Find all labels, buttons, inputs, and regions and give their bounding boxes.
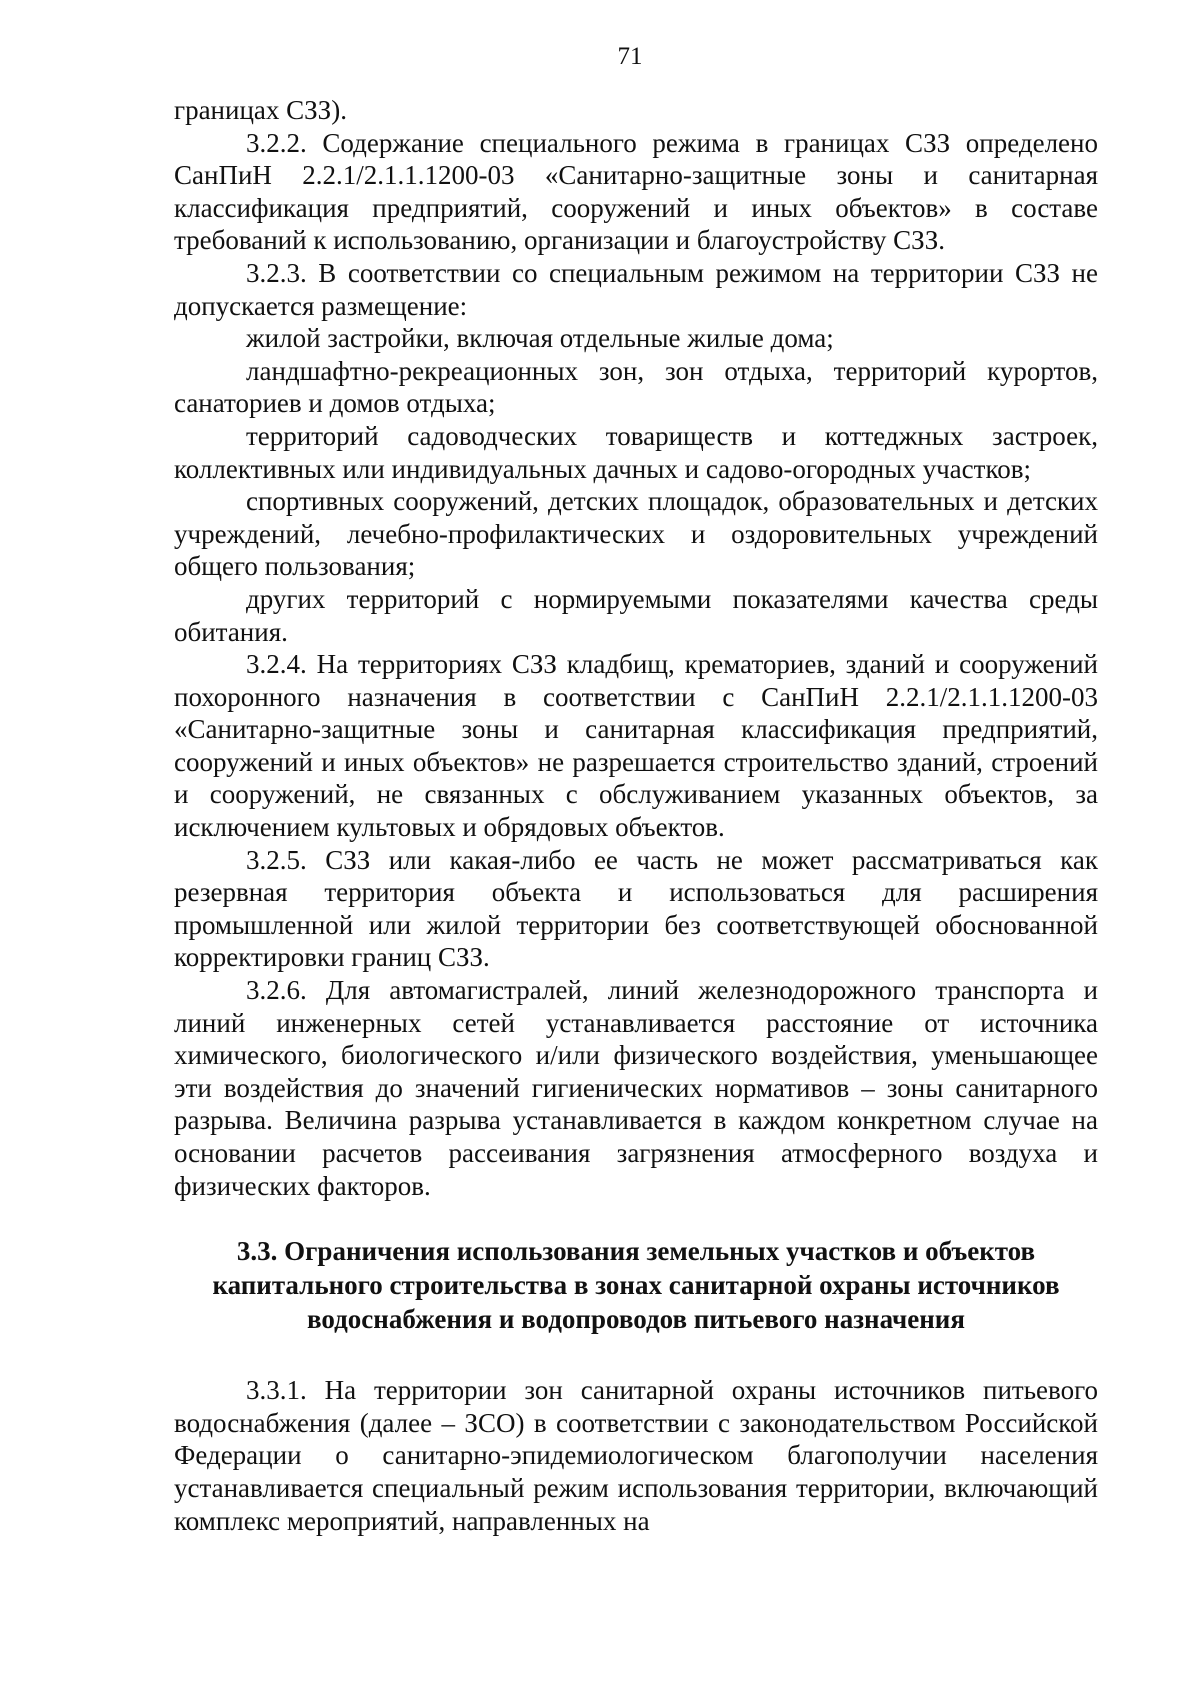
section-heading: [174, 1234, 1098, 1336]
page-number: 71: [617, 43, 643, 70]
paragraph: 3.2.5. СЗЗ или какая-либо ее часть не может рассматриваться как резервная территория объекта и использоваться для расширения промышленной или жилой территории без соответствующей обоснованной корректировки границ СЗЗ.: [174, 844, 1098, 973]
section-3-3-paragraphs: [174, 1374, 1098, 1537]
paragraph: ландшафтно-рекреационных зон, зон отдыха, территорий курортов, санаториев и домов отдыха;: [174, 355, 1098, 419]
heading-line-3: водоснабжения и водопроводов питьевого назначения: [307, 1304, 965, 1335]
paragraph: 3.2.6. Для автомагистралей, линий железнодорожного транспорта и линий инженерных сетей устанавливается расстояние от источника химического, биологического и/или физического воздействия, уменьшающее эти воздействия до значений гигиенических нормативов – зоны санитарного разрыва. Величина разрыва устанавливается в каждом конкретном случае на основании расчетов рассеивания загрязнения атмосферного воздуха и физических факторов.: [174, 975, 1098, 1201]
paragraph: границах СЗЗ).: [174, 95, 347, 125]
heading-line-1: 3.3. Ограничения использования земельных участков и объектов: [236, 1236, 1036, 1267]
paragraph: 3.2.4. На территориях СЗЗ кладбищ, крематориев, зданий и сооружений похоронного назначения в соответствии с СанПиН 2.2.1/2.1.1.1200-03 «Санитарно-защитные зоны и санитарная классификация предприятий, сооружений и иных объектов» не разрешается строительство зданий, строений и сооружений, не связанных с обслуживанием указанных объектов, за исключением культовых и обрядовых объектов.: [174, 649, 1098, 843]
heading-line-2: капитального строительства в зонах санитарной охраны источников: [212, 1270, 1060, 1301]
section-3-2-paragraphs: [174, 94, 1098, 1202]
paragraph: территорий садоводческих товариществ и коттеджных застроек, коллективных или индивидуальных дачных и садово-огородных участков;: [174, 420, 1098, 484]
paragraph: 3.3.1. На территории зон санитарной охраны источников питьевого водоснабжения (далее – ЗСО) в соответствии с законодательством Российской Федерации о санитарно-эпидемиологическом благополучии населения устанавливается специальный режим использования территории, включающий комплекс мероприятий, направленных на: [174, 1375, 1098, 1536]
paragraph: других территорий с нормируемыми показателями качества среды обитания.: [174, 583, 1098, 647]
paragraph: спортивных сооружений, детских площадок, образовательных и детских учреждений, лечебно-профилактических и оздоровительных учреждений общего пользования;: [174, 486, 1098, 582]
paragraph: жилой застройки, включая отдельные жилые дома;: [246, 323, 834, 354]
paragraph: 3.2.2. Содержание специального режима в границах СЗЗ определено СанПиН 2.2.1/2.1.1.1200-03 «Санитарно-защитные зоны и санитарная классификация предприятий, сооружений и иных объектов» в составе требований к использованию, организации и благоустройству СЗЗ.: [174, 127, 1098, 256]
paragraph: 3.2.3. В соответствии со специальным режимом на территории СЗЗ не допускается размещение:: [174, 257, 1098, 321]
document-body: [174, 94, 1098, 1537]
